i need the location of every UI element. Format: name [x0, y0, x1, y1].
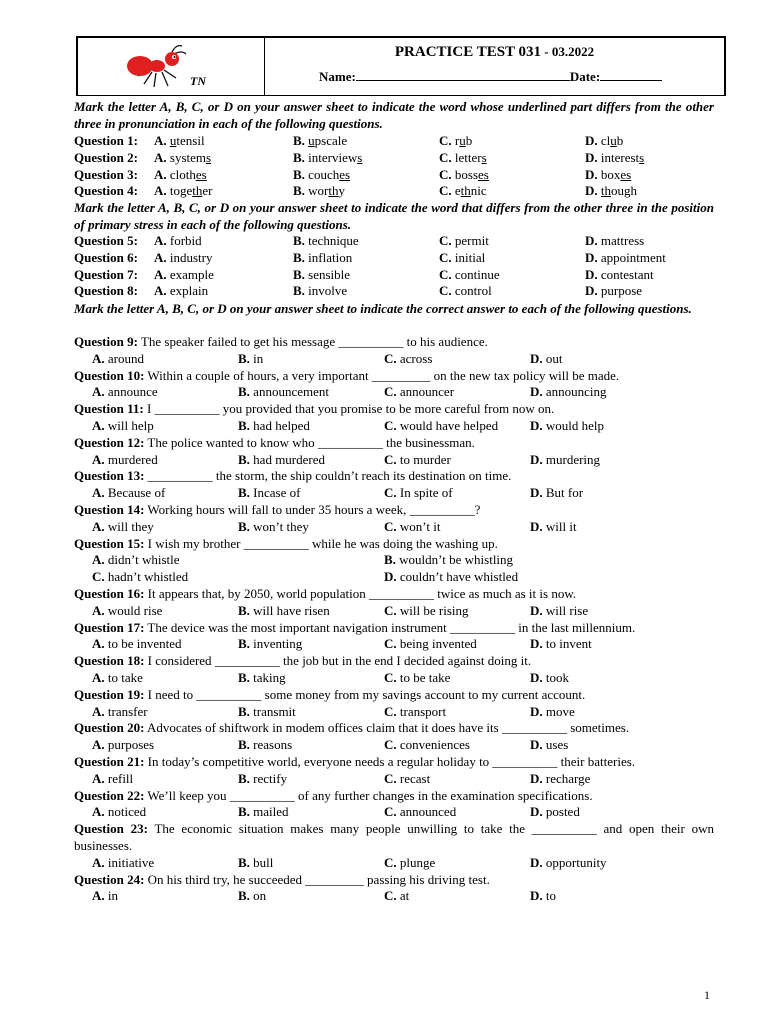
answer-option: D. move — [530, 703, 575, 719]
answer-option: C. ethnic — [439, 183, 487, 199]
option-letter: C. — [384, 703, 400, 719]
option-letter: A. — [92, 854, 108, 870]
option-letter: C. — [384, 451, 400, 467]
answer-option: B. had helped — [238, 418, 310, 433]
header-box — [76, 36, 726, 96]
question-label: Question 9: — [74, 334, 138, 349]
options-row — [74, 552, 714, 569]
option-letter: C. — [384, 384, 400, 400]
question-label: Question 2: — [74, 149, 138, 165]
option-letter: C. — [384, 770, 400, 786]
question-text: Question 15: I wish my brother __________ while he was doing the washing up. — [74, 535, 498, 551]
options-row — [74, 603, 714, 620]
answer-option: B. on — [238, 888, 267, 904]
answer-option: C. will be rising — [384, 602, 469, 618]
underlined-part: th — [600, 183, 612, 199]
answer-option: B. mailed — [238, 804, 289, 820]
answer-option: A. initiative — [92, 854, 155, 870]
option-letter: D. — [530, 888, 546, 904]
underlined-part: u — [169, 133, 177, 148]
option-letter: D. — [530, 770, 546, 786]
underlined-part: u — [459, 133, 466, 148]
instruction-pronunciation: Mark the letter A, B, C, or D on your answer sheet to indicate the word whose underlined part differs from the other three in pronunciation in each of the following questions. — [74, 99, 714, 131]
answer-option: B. sensible — [293, 266, 351, 282]
question-label: Question 20: — [74, 720, 145, 736]
question-row — [74, 183, 714, 200]
answer-option: D. mattress — [585, 233, 645, 248]
option-letter: A. — [92, 737, 108, 753]
option-letter: D. — [530, 384, 546, 400]
option-letter: D. — [530, 804, 546, 820]
question-text: Question 18: I considered __________ the job but in the end I decided against doing it. — [74, 653, 532, 669]
answer-option: B. worthy — [293, 183, 346, 199]
option-letter: D. — [530, 350, 546, 366]
answer-option: C. across — [384, 350, 433, 366]
answer-option: B. technique — [293, 233, 359, 248]
option-letter: C. — [384, 737, 400, 753]
answer-option: D. appointment — [585, 249, 666, 265]
option-letter: A. — [154, 149, 170, 165]
answer-option: A. refill — [92, 770, 134, 786]
answer-option: C. permit — [439, 233, 489, 248]
question-row — [74, 167, 714, 184]
answer-option: D. out — [530, 350, 563, 366]
answer-option: B. won’t they — [238, 518, 309, 534]
option-letter: B. — [238, 451, 254, 467]
answer-option: A. noticed — [92, 804, 147, 820]
option-letter: A. — [92, 703, 108, 719]
option-letter: C. — [384, 888, 400, 904]
underlined-part: s — [206, 149, 212, 165]
option-letter: C. — [384, 636, 400, 652]
option-letter: A. — [92, 350, 108, 366]
date-label: Date: — [569, 69, 601, 84]
option-letter: D. — [585, 133, 601, 148]
question-label: Question 16: — [74, 586, 145, 601]
options-row — [74, 704, 714, 721]
answer-option: A. to be invented — [92, 636, 182, 652]
underlined-part: th — [460, 183, 471, 199]
options-row — [74, 670, 714, 687]
question-row — [74, 250, 714, 267]
answer-option: B. upscale — [293, 133, 348, 148]
option-letter: B. — [238, 737, 254, 753]
question-text: Question 20: Advocates of shiftwork in modem offices claim that it does have its __________ sometimes. — [74, 720, 630, 736]
option-letter: D. — [530, 418, 546, 433]
option-letter: A. — [92, 485, 108, 501]
question-label: Question 4: — [74, 183, 138, 199]
question-label: Question 23: — [74, 821, 148, 837]
answer-option: B. had murdered — [238, 451, 326, 467]
option-letter: B. — [293, 266, 309, 282]
options-row — [74, 519, 714, 536]
option-letter: A. — [92, 602, 108, 618]
option-letter: C. — [384, 854, 400, 870]
answer-option: C. control — [439, 283, 492, 299]
title-text: PRACTICE TEST 031 — [394, 44, 542, 60]
question-row — [74, 283, 714, 300]
underlined-part: es — [195, 166, 207, 182]
question-label: Question 5: — [74, 233, 138, 248]
option-letter: A. — [92, 451, 108, 467]
option-letter: B. — [238, 804, 254, 820]
answer-option: B. inflation — [293, 249, 353, 265]
question-label: Question 15: — [74, 535, 145, 551]
option-letter: C. — [439, 183, 455, 199]
option-letter: D. — [530, 854, 546, 870]
logo-text: TN — [190, 74, 206, 88]
answer-option: C. announced — [384, 804, 457, 820]
option-letter: B. — [238, 418, 254, 433]
option-letter: D. — [530, 636, 546, 652]
answer-option: A. together — [154, 183, 213, 199]
answer-option: B. will have risen — [238, 602, 330, 618]
answer-option: C. recast — [384, 770, 431, 786]
underlined-part: u — [610, 133, 617, 148]
question-text: Question 13: __________ the storm, the ship couldn’t reach its destination on time. — [74, 468, 512, 484]
answer-option: C. continue — [439, 266, 500, 282]
ant-logo-icon — [122, 42, 192, 90]
option-letter: C. — [439, 266, 455, 282]
answer-option: B. involve — [293, 283, 348, 299]
option-letter: B. — [238, 350, 254, 366]
question-label: Question 3: — [74, 166, 138, 182]
option-letter: C. — [384, 350, 400, 366]
question-text: Question 9: The speaker failed to get his message __________ to his audience. — [74, 334, 488, 349]
page-number: 1 — [704, 988, 710, 1002]
question-text: Question 16: It appears that, by 2050, world population __________ twice as much as it is now. — [74, 586, 577, 601]
option-letter: B. — [293, 133, 309, 148]
option-letter: B. — [293, 283, 309, 299]
option-letter: D. — [585, 249, 601, 265]
option-letter: D. — [585, 183, 601, 199]
option-letter: D. — [585, 149, 601, 165]
options-row — [74, 804, 714, 821]
question-label: Question 14: — [74, 502, 145, 517]
answer-option: D. will it — [530, 518, 577, 534]
option-letter: A. — [92, 636, 108, 652]
option-letter: D. — [530, 518, 546, 534]
answer-option: A. industry — [154, 249, 213, 265]
option-letter: A. — [154, 283, 170, 299]
option-letter: C. — [439, 166, 455, 182]
question-label: Question 24: — [74, 871, 145, 887]
option-letter: D. — [530, 703, 546, 719]
option-letter: A. — [154, 133, 170, 148]
option-letter: C. — [384, 418, 400, 433]
option-letter: D. — [530, 485, 546, 501]
question-label: Question 7: — [74, 266, 138, 282]
option-letter: B. — [238, 384, 254, 400]
name-date-line — [319, 68, 662, 85]
option-letter: D. — [530, 451, 546, 467]
options-row — [74, 771, 714, 788]
underlined-part: s — [357, 149, 363, 165]
answer-option: B. in — [238, 350, 264, 366]
answer-option: A. example — [154, 266, 214, 282]
option-letter: D. — [530, 602, 546, 618]
answer-option: C. bosses — [439, 166, 489, 182]
answer-option: A. will help — [92, 418, 154, 433]
option-letter: D. — [585, 166, 601, 182]
answer-option: B. Incase of — [238, 485, 301, 501]
options-row — [74, 737, 714, 754]
question-text: Question 12: The police wanted to know who __________ the businessman. — [74, 434, 475, 450]
option-letter: D. — [585, 233, 601, 248]
option-letter: A. — [92, 888, 108, 904]
option-letter: D. — [585, 283, 601, 299]
logo-cell — [78, 38, 265, 95]
option-letter: A. — [154, 249, 170, 265]
answer-option: A. purposes — [92, 737, 155, 753]
answer-option: D. murdering — [530, 451, 601, 467]
answer-option: B. bull — [238, 854, 274, 870]
answer-option: A. transfer — [92, 703, 148, 719]
options-row — [74, 418, 714, 435]
underlined-part: es — [620, 166, 632, 182]
question-label: Question 22: — [74, 787, 145, 803]
answer-option: D. interests — [585, 149, 645, 165]
option-letter: B. — [293, 233, 309, 248]
answer-option: D. club — [585, 133, 624, 148]
question-label: Question 13: — [74, 468, 145, 484]
answer-option: C. hadn’t whistled — [92, 569, 189, 585]
question-label: Question 8: — [74, 283, 138, 299]
answer-option: B. couches — [293, 166, 351, 182]
option-letter: A. — [92, 552, 108, 568]
options-row — [74, 855, 714, 872]
option-letter: B. — [238, 854, 254, 870]
answer-option: D. to invent — [530, 636, 592, 652]
option-letter: D. — [585, 266, 601, 282]
options-row — [74, 888, 714, 905]
option-letter: A. — [92, 384, 108, 400]
options-row — [74, 384, 714, 401]
answer-option: C. In spite of — [384, 485, 453, 501]
question-label: Question 18: — [74, 653, 145, 669]
date-field[interactable] — [600, 68, 662, 81]
option-letter: B. — [238, 770, 254, 786]
question-label: Question 19: — [74, 686, 145, 702]
option-letter: D. — [530, 670, 546, 685]
answer-option: B. reasons — [238, 737, 293, 753]
question-text: Question 24: On his third try, he succeeded _________ passing his driving test. — [74, 871, 490, 887]
name-field[interactable] — [356, 68, 570, 81]
option-letter: A. — [92, 670, 108, 685]
answer-option: C. transport — [384, 703, 447, 719]
answer-option: A. forbid — [154, 233, 202, 248]
answer-option: B. announcement — [238, 384, 329, 400]
instruction-stress: Mark the letter A, B, C, or D on your answer sheet to indicate the word that differs from the other three in the position of primary stress in each of the following questions. — [74, 200, 714, 232]
option-letter: A. — [92, 804, 108, 820]
option-letter: D. — [530, 737, 546, 753]
option-letter: A. — [154, 166, 170, 182]
answer-option: D. But for — [530, 485, 584, 501]
question-label: Question 21: — [74, 754, 145, 769]
answer-option: C. at — [384, 888, 410, 904]
option-letter: A. — [92, 518, 108, 534]
question-text: Question 10: Within a couple of hours, a very important _________ on the new tax policy will be made. — [74, 367, 620, 383]
option-letter: C. — [384, 602, 400, 618]
option-letter: C. — [384, 804, 400, 820]
answer-option: A. didn’t whistle — [92, 552, 180, 568]
question-text: Question 21: In today’s competitive world, everyone needs a regular holiday to __________ their batteries. — [74, 754, 636, 769]
option-letter: C. — [384, 485, 400, 501]
option-letter: B. — [293, 166, 309, 182]
header-main — [265, 38, 724, 95]
question-text: Question 11: I __________ you provided that you promise to be more careful from now on. — [74, 401, 555, 417]
options-row — [74, 351, 714, 368]
option-letter: B. — [238, 888, 254, 904]
question-label: Question 10: — [74, 367, 145, 383]
option-letter: A. — [92, 770, 108, 786]
answer-option: D. would help — [530, 418, 605, 433]
question-text: Question 17: The device was the most important navigation instrument __________ in the last millennium. — [74, 619, 636, 635]
option-letter: C. — [439, 149, 455, 165]
answer-option: D. uses — [530, 737, 569, 753]
answer-option: C. rub — [439, 133, 473, 148]
question-text: Question 23: The economic situation makes many people unwilling to take the __________ and open their own businesses. — [74, 821, 715, 853]
option-letter: D. — [384, 569, 400, 585]
option-letter: C. — [384, 670, 400, 685]
answer-option: A. announce — [92, 384, 158, 400]
question-row — [74, 133, 714, 150]
answer-option: C. conveniences — [384, 737, 470, 753]
question-text: Question 22: We’ll keep you __________ of any further changes in the examination specifications. — [74, 787, 593, 803]
answer-option: A. will they — [92, 518, 154, 534]
answer-option: D. posted — [530, 804, 580, 820]
answer-option: A. to take — [92, 670, 143, 685]
option-letter: A. — [154, 233, 170, 248]
options-row — [74, 636, 714, 653]
answer-option: C. being invented — [384, 636, 477, 652]
option-letter: B. — [238, 636, 254, 652]
underlined-part: es — [339, 166, 351, 182]
option-letter: C. — [439, 233, 455, 248]
answer-option: D. to — [530, 888, 557, 904]
question-row — [74, 267, 714, 284]
answer-option: D. opportunity — [530, 854, 607, 870]
underlined-part: u — [308, 133, 315, 148]
underlined-part: es — [478, 166, 489, 182]
answer-option: D. will rise — [530, 602, 589, 618]
question-row — [74, 233, 714, 250]
question-label: Question 17: — [74, 619, 145, 635]
answer-option: A. around — [92, 350, 144, 366]
question-label: Question 6: — [74, 249, 138, 265]
underlined-part: s — [481, 149, 487, 165]
answer-option: B. wouldn’t be whistling — [384, 552, 514, 568]
answer-option: B. transmit — [238, 703, 296, 719]
option-letter: C. — [439, 133, 455, 148]
answer-option: A. explain — [154, 283, 209, 299]
answer-option: D. though — [585, 183, 638, 199]
option-letter: B. — [293, 183, 309, 199]
question-label: Question 1: — [74, 133, 138, 148]
answer-option: A. systems — [154, 149, 212, 165]
answer-option: C. initial — [439, 249, 486, 265]
answer-option: A. clothes — [154, 166, 207, 182]
answer-option: D. contestant — [585, 266, 654, 282]
question-label: Question 11: — [74, 401, 144, 417]
answer-option: A. in — [92, 888, 119, 904]
underlined-part: th — [192, 183, 203, 199]
options-row — [74, 569, 714, 586]
option-letter: A. — [92, 418, 108, 433]
option-letter: B. — [238, 485, 254, 501]
option-letter: C. — [439, 249, 455, 265]
option-letter: B. — [238, 518, 254, 534]
answer-option: D. announcing — [530, 384, 607, 400]
answer-option: A. would rise — [92, 602, 163, 618]
option-letter: A. — [154, 266, 170, 282]
answer-option: C. to murder — [384, 451, 451, 467]
answer-option: D. purpose — [585, 283, 643, 299]
answer-option: A. utensil — [154, 133, 205, 148]
answer-option: B. inventing — [238, 636, 303, 652]
option-letter: B. — [238, 670, 254, 685]
title-date: - 03.2022 — [541, 44, 595, 59]
answer-option: D. boxes — [585, 166, 632, 182]
option-letter: B. — [293, 249, 309, 265]
answer-option: C. to be take — [384, 670, 451, 685]
answer-option: B. interviews — [293, 149, 363, 165]
underlined-part: s — [639, 149, 645, 165]
answer-option: D. couldn’t have whistled — [384, 569, 519, 585]
answer-option: C. won’t it — [384, 518, 441, 534]
question-text: Question 14: Working hours will fall to under 35 hours a week, __________? — [74, 502, 481, 517]
page-title — [265, 44, 724, 61]
option-letter: B. — [384, 552, 400, 568]
answer-option: C. would have helped — [384, 418, 499, 433]
options-row — [74, 485, 714, 502]
option-letter: C. — [92, 569, 108, 585]
option-letter: C. — [384, 518, 400, 534]
answer-option: A. Because of — [92, 485, 166, 501]
answer-option: A. murdered — [92, 451, 158, 467]
answer-option: D. recharge — [530, 770, 591, 786]
answer-option: D. took — [530, 670, 570, 685]
answer-option: C. plunge — [384, 854, 436, 870]
name-label: Name: — [319, 69, 356, 84]
option-letter: B. — [293, 149, 309, 165]
underlined-part: th — [328, 183, 339, 199]
question-label: Question 12: — [74, 434, 145, 450]
instruction-correct-answer: Mark the letter A, B, C, or D on your answer sheet to indicate the correct answer to each of the following questions. — [74, 301, 692, 316]
option-letter: C. — [439, 283, 455, 299]
option-letter: A. — [154, 183, 170, 199]
answer-option: B. taking — [238, 670, 286, 685]
answer-option: C. letters — [439, 149, 487, 165]
option-letter: B. — [238, 602, 254, 618]
options-row — [74, 452, 714, 469]
question-text: Question 19: I need to __________ some money from my savings account to my current account. — [74, 686, 586, 702]
answer-option: B. rectify — [238, 770, 288, 786]
option-letter: B. — [238, 703, 254, 719]
question-row — [74, 150, 714, 167]
answer-option: C. announcer — [384, 384, 455, 400]
